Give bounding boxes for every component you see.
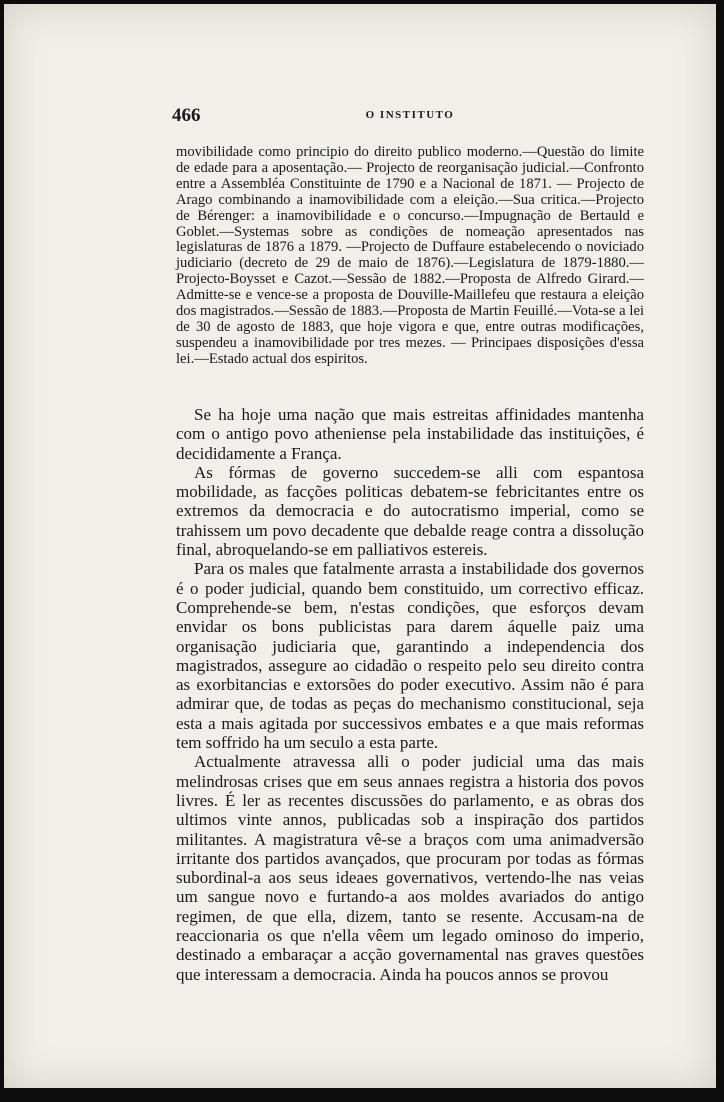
main-text — [176, 405, 644, 984]
book-page — [4, 4, 716, 1088]
paragraph: Se ha hoje uma nação que mais estreitas affinidades mantenha com o antigo povo atheniense pela instabilidade das instituições, é decididamente a França. — [176, 405, 644, 463]
paragraph: Actualmente atravessa alli o poder judicial uma das mais melindrosas crises que em seus annaes registra a historia dos povos livres. É ler as recentes discussões do parlamento, e as obras dos ultimos vinte annos, publicadas sob a inspiração dos partidos militantes. A magistratura vê-se a braços com uma animadversão irritante dos partidos avançados, que procuram por todas as fórmas subordinal-a aos seus ideaes governativos, vertendo-lhe nas veias um sangue novo e furtando-a aos moldes avariados do antigo regimen, de que ella, dizem, tanto se resente. Accusam-na de reaccionaria os que n'ella vêem um legado ominoso do imperio, destinado a embaraçar a acção governamental nas graves questões que interessam a democracia. Ainda ha poucos annos se provou — [176, 752, 644, 984]
page-number: 466 — [172, 105, 201, 126]
chapter-summary: movibilidade como principio do direito publico moderno.—Questão do limite de edade para a aposentação.— Projecto de reorganisação judicial.—Confronto entre a Assembléa Constituinte de 1790 e a Nacional de 1871. — Projecto de Arago combinando a inamovibilidade com a eleição.—Sua critica.—Projecto de Bérenger: a inamovibilidade e o concurso.—Impugnação de Bertauld e Goblet.—Systemas sobre as condições de nomeação apresentados nas legislaturas de 1876 a 1879. —Projecto de Duffaure estabelecendo o noviciado judiciario (decreto de 29 de maio de 1876).—Legislatura de 1879-1880.—Projecto-Boysset e Cazot.—Sessão de 1882.—Proposta de Alfredo Girard.—Admitte-se e vence-se a proposta de Douville-Maillefeu que restaura a eleição dos magistrados.—Sessão de 1883.—Proposta de Martin Feuillé.—Vota-se a lei de 30 de agosto de 1883, que hoje vigora e que, entre outras modificações, suspendeu a inamovibilidade por tres mezes. — Principaes disposições d'essa lei.—Estado actual dos espiritos. — [176, 144, 644, 367]
page-header — [172, 105, 648, 127]
running-title: O INSTITUTO — [365, 109, 455, 121]
paragraph: As fórmas de governo succedem-se alli com espantosa mobilidade, as facções politicas debatem-se febricitantes entre os extremos da democracia e do autocratismo imperial, como se trahissem um povo decadente que debalde reage contra a dissolução final, abroquelando-se em palliativos estereis. — [176, 462, 644, 560]
paragraph: Para os males que fatalmente arrasta a instabilidade dos governos é o poder judicial, quando bem constituido, um correctivo efficaz. Comprehende-se bem, n'estas condições, que esforços devam envidar os bons publicistas para darem áquelle paiz uma organisação judiciaria que, garantindo a independencia dos magistrados, assegure ao cidadão o respeito pelo seu direito contra as exorbitancias e extorsões do poder executivo. Assim não é para admirar que, de todas as peças do mechanismo constitucional, seja esta a mais agitada por successivos embates e a que mais reformas tem soffrido ha um seculo a esta parte. — [176, 559, 644, 753]
